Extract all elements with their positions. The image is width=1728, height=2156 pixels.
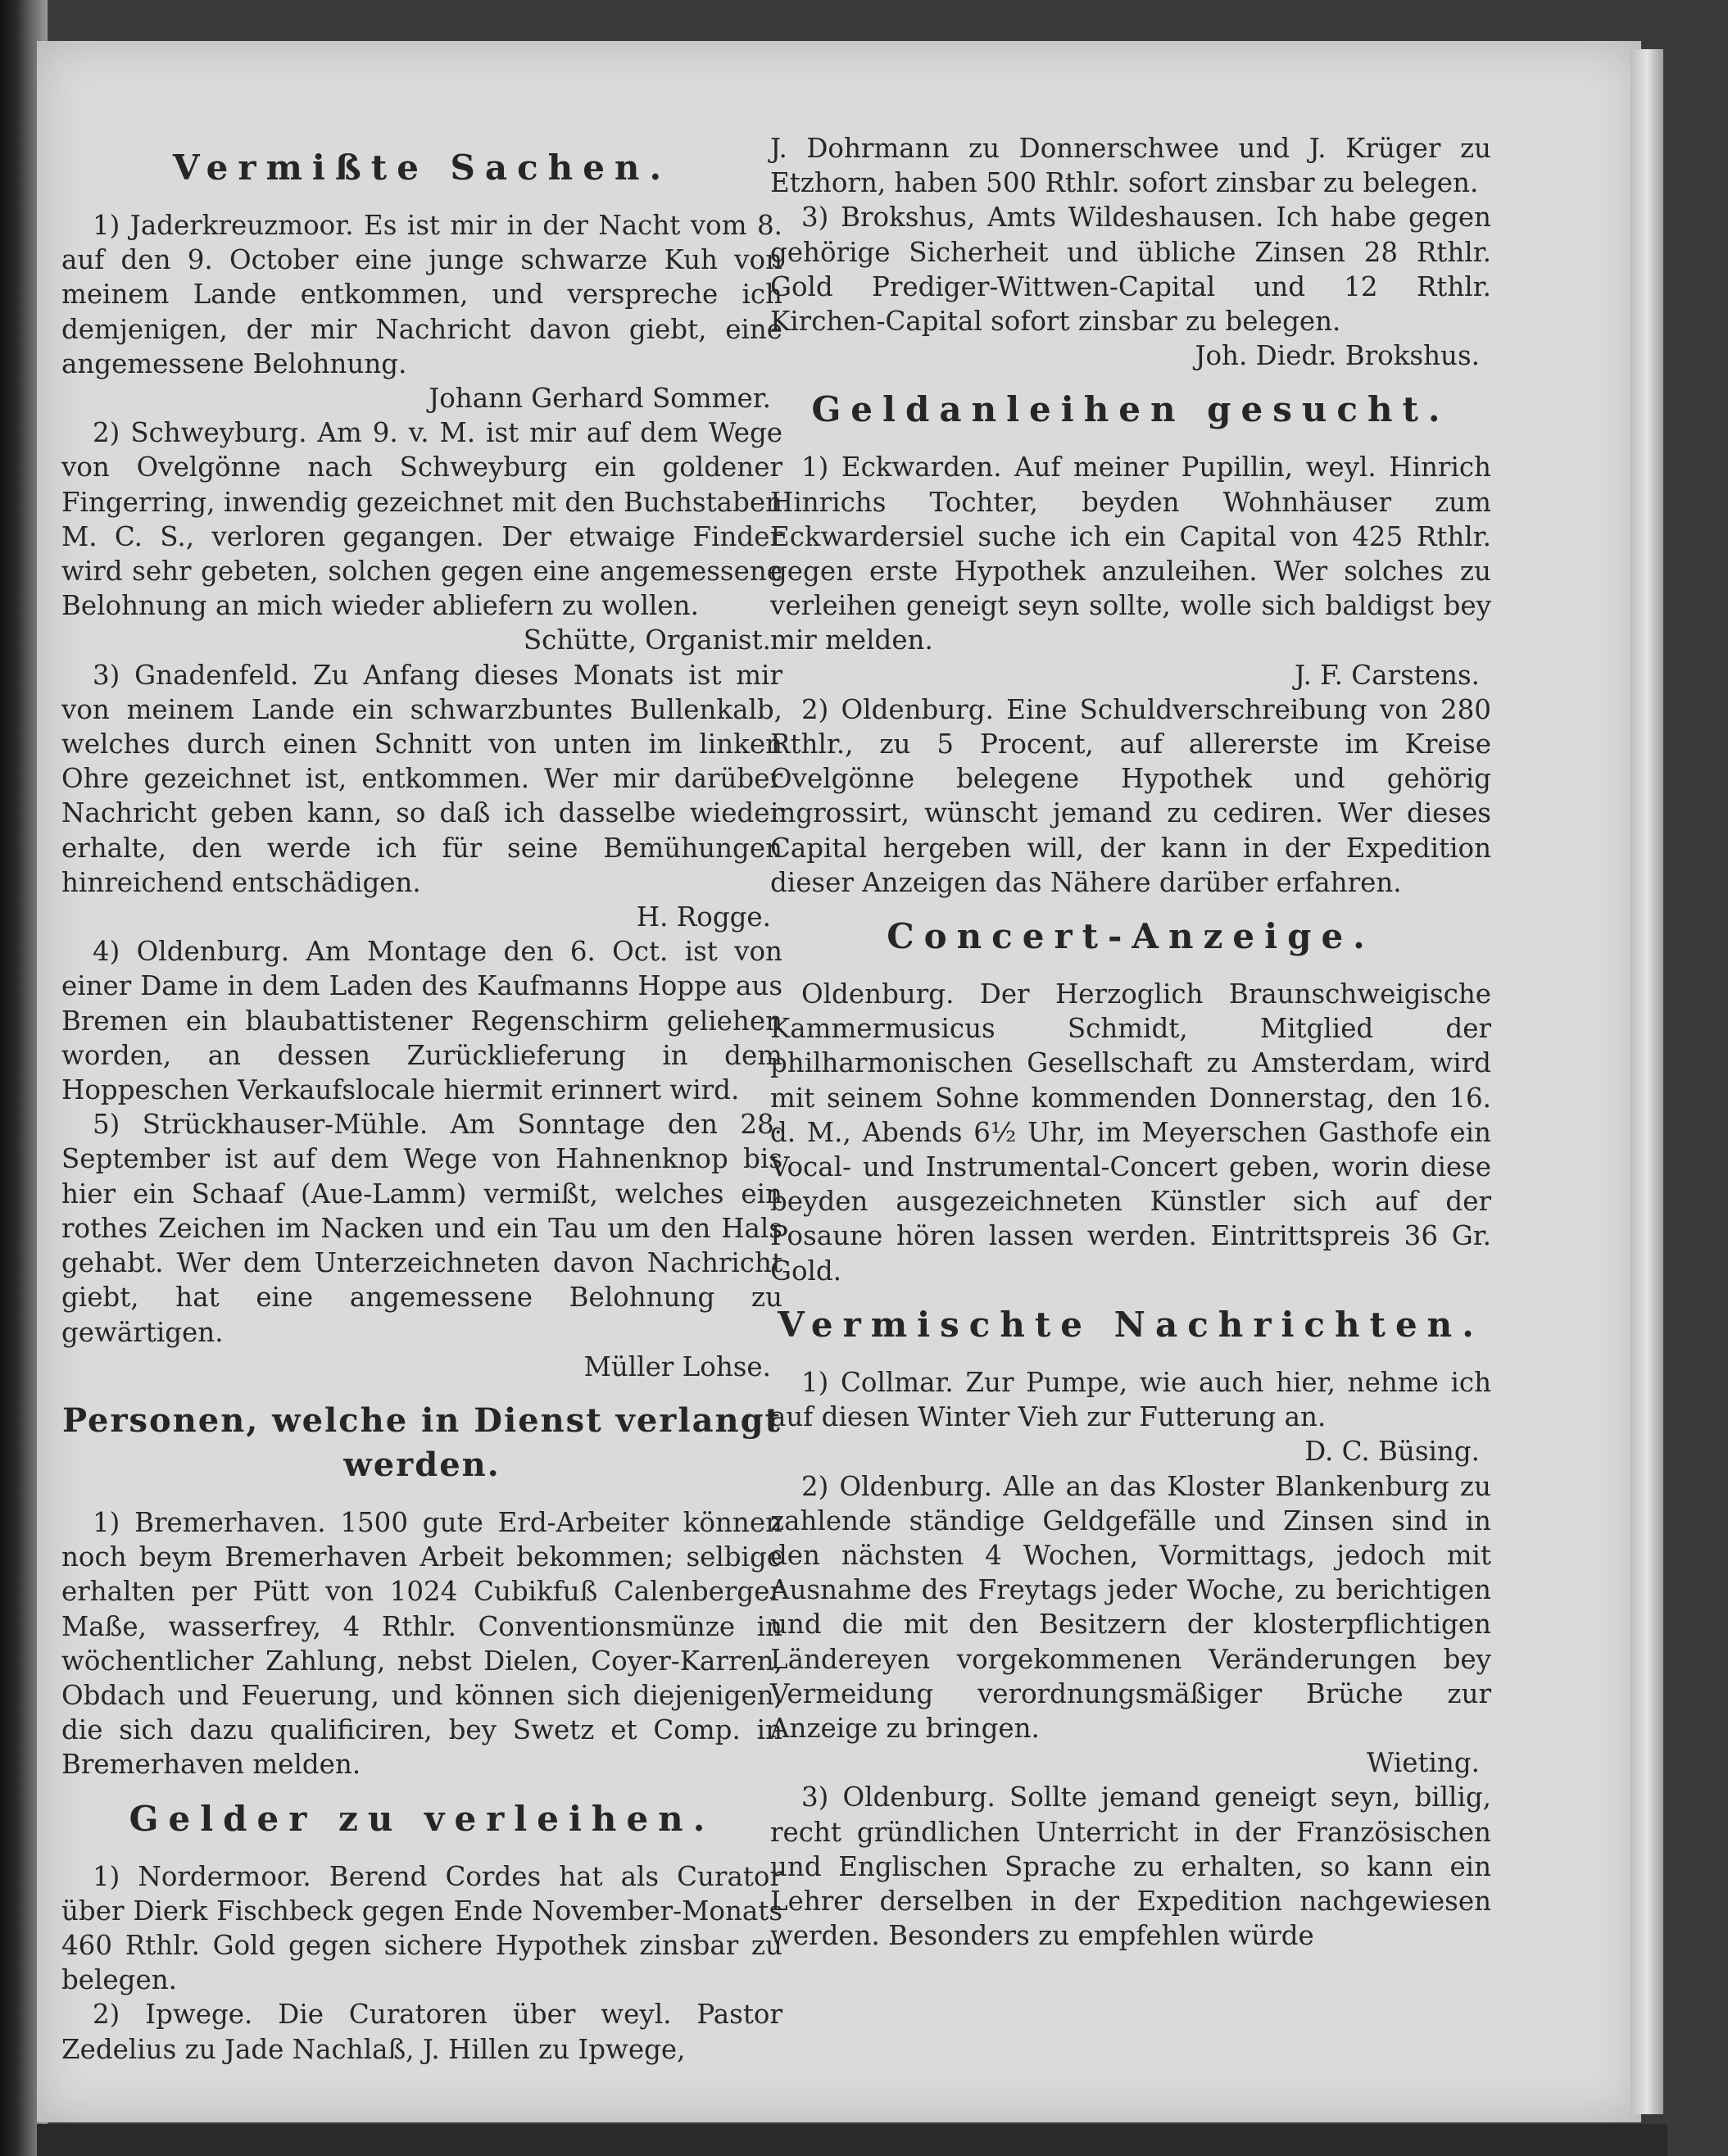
ad-signature: Wieting. xyxy=(1367,1747,1480,1779)
section-heading-personen-dienst: Personen, welche in Dienst verlangt werden. xyxy=(61,1400,782,1484)
ad-entry: 5) Strückhauser-Mühle. Am Sonntage den 28. September ist auf dem Wege von Hahnenknop bis hier ein Schaaf (Aue-Lamm) vermißt, welches ein rothes Zeichen im Nacken und ein Tau um den Hals gehabt. Wer dem Unterzeichneten davon Nachricht giebt, hat eine angemessene Belohnung zu gewärtigen. xyxy=(61,1109,782,1348)
ad-entry: 2) Oldenburg. Eine Schuldverschreibung von 280 Rthlr., zu 5 Procent, auf allererste im Kreise Ovelgönne belegene Hypothek und gehörig ingrossirt, wünscht jemand zu cediren. Wer dieses Capital hergeben will, der kann in der Expedition dieser Anzeigen das Nähere darüber erfahren. xyxy=(770,693,1491,898)
ad-entry: Oldenburg. Der Herzoglich Braunschweigische Kammermusicus Schmidt, Mitglied der philharmonischen Gesellschaft zu Amsterdam, wird mit seinem Sohne kommenden Donnerstag, den 16. d. M., Abends 6½ Uhr, im Meyerschen Gasthofe ein Vocal- und Instrumental-Concert geben, worin diese beyden ausgezeichneten Künstler sich auf der Posaune hören lassen werden. Eintrittspreis 36 Gr. Gold. xyxy=(770,978,1491,1287)
ad-signature: H. Rogge. xyxy=(636,901,771,933)
ad-signature: Johann Gerhard Sommer. xyxy=(429,383,771,415)
ad-signature: J. F. Carstens. xyxy=(1294,659,1480,691)
section-heading-geldanleihen-gesucht: Geldanleihen gesucht. xyxy=(811,389,1450,430)
ad-entry: 3) Oldenburg. Sollte jemand geneigt seyn, billig, recht gründlichen Unterricht in der Französischen und Englischen Sprache zu erhalten, so kann ein Lehrer derselben in der Expedition nachgewiesen werden. Besonders zu empfehlen würde xyxy=(770,1782,1491,1952)
scan-border xyxy=(37,2124,1667,2156)
section-heading-concert-anzeige: Concert-Anzeige. xyxy=(887,916,1375,957)
ad-entry: 2) Schweyburg. Am 9. v. M. ist mir auf dem Wege von Ovelgönne nach Schweyburg ein goldener Fingerring, inwendig gezeichnet mit den Buchstaben M. C. S., verloren gegangen. Der etwaige Finder wird sehr gebeten, solchen gegen eine angemessene Belohnung an mich wieder abliefern zu wollen. xyxy=(61,417,782,622)
section-heading-gelder-zu-verleihen: Gelder zu verleihen. xyxy=(129,1798,715,1839)
ad-signature: Joh. Diedr. Brokshus. xyxy=(1195,340,1480,372)
page-edge xyxy=(1630,49,1663,2114)
ad-entry-continued: J. Dohrmann zu Donnerschwee und J. Krüger zu Etzhorn, haben 500 Rthlr. sofort zinsbar zu belegen. xyxy=(770,133,1491,199)
ad-entry: 1) Nordermoor. Berend Cordes hat als Curator über Dierk Fischbeck gegen Ende November-Monats 460 Rthlr. Gold gegen sichere Hypothek zinsbar zu belegen. xyxy=(61,1860,782,1996)
section-heading-vermischte-nachrichten: Vermischte Nachrichten. xyxy=(778,1304,1484,1345)
ad-entry: 3) Gnadenfeld. Zu Anfang dieses Monats ist mir von meinem Lande ein schwarzbuntes Bullenkalb, welches durch einen Schnitt von unten im linken Ohre gezeichnet ist, entkommen. Wer mir darüber Nachricht geben kann, so daß ich dasselbe wieder erhalte, den werde ich für seine Bemühungen hinreichend entschädigen. xyxy=(61,659,782,898)
section-heading-vermisste-sachen: Vermißte Sachen. xyxy=(172,148,672,188)
ad-signature: D. C. Büsing. xyxy=(1304,1436,1480,1468)
ad-entry: 1) Bremerhaven. 1500 gute Erd-Arbeiter können noch beym Bremerhaven Arbeit bekommen; selbige erhalten per Pütt von 1024 Cubikfuß Calenberger Maße, wasserfrey, 4 Rthlr. Conventionsmünze in wöchentlicher Zahlung, nebst Dielen, Coyer-Karren, Obdach und Feuerung, und können sich diejenigen, die sich dazu qualificiren, bey Swetz et Comp. in Bremerhaven melden. xyxy=(61,1506,782,1781)
ad-signature: Müller Lohse. xyxy=(583,1350,771,1382)
ad-signature: Schütte, Organist. xyxy=(523,624,771,656)
ad-entry: 1) Eckwarden. Auf meiner Pupillin, weyl. Hinrich Hinrichs Tochter, beyden Wohnhäuser zum Eckwardersiel suche ich ein Capital von 425 Rthlr. gegen erste Hypothek anzuleihen. Wer solches zu verleihen geneigt seyn sollte, wolle sich baldigst bey mir melden. xyxy=(770,452,1491,656)
ad-entry: 3) Brokshus, Amts Wildeshausen. Ich habe gegen gehörige Sicherheit und übliche Zinsen 28 Rthlr. Gold Prediger-Wittwen-Capital und 12 Rthlr. Kirchen-Capital sofort zinsbar zu belegen. xyxy=(770,202,1491,338)
ad-entry: 2) Oldenburg. Alle an das Kloster Blankenburg zu zahlende ständige Geldgefälle und Zinsen sind in den nächsten 4 Wochen, Vormittags, jedoch mit Ausnahme des Freytags jeder Woche, zu berichtigen und die mit den Besitzern der klosterpflichtigen Ländereyen vorgekommenen Veränderungen bey Vermeidung verordnungsmäßiger Brüche zur Anzeige zu bringen. xyxy=(770,1470,1491,1744)
ad-entry: 1) Jaderkreuzmoor. Es ist mir in der Nacht vom 8. auf den 9. October eine junge schwarze Kuh von meinem Lande entkommen, und verspreche ich demjenigen, der mir Nachricht davon giebt, eine angemessene Belohnung. xyxy=(61,210,782,379)
right-column xyxy=(770,131,1491,1953)
ad-entry: 2) Ipwege. Die Curatoren über weyl. Pastor Zedelius zu Jade Nachlaß, J. Hillen zu Ipwege, xyxy=(61,1999,782,2065)
left-column xyxy=(61,131,782,2067)
ad-entry: 1) Collmar. Zur Pumpe, wie auch hier, nehme ich auf diesen Winter Vieh zur Futterung an. xyxy=(770,1366,1491,1433)
ad-entry: 4) Oldenburg. Am Montage den 6. Oct. ist von einer Dame in dem Laden des Kaufmanns Hoppe aus Bremen ein blaubattistener Regenschirm geliehen worden, an dessen Zurücklieferung in dem Hoppeschen Verkaufslocale hiermit erinnert wird. xyxy=(61,936,782,1106)
